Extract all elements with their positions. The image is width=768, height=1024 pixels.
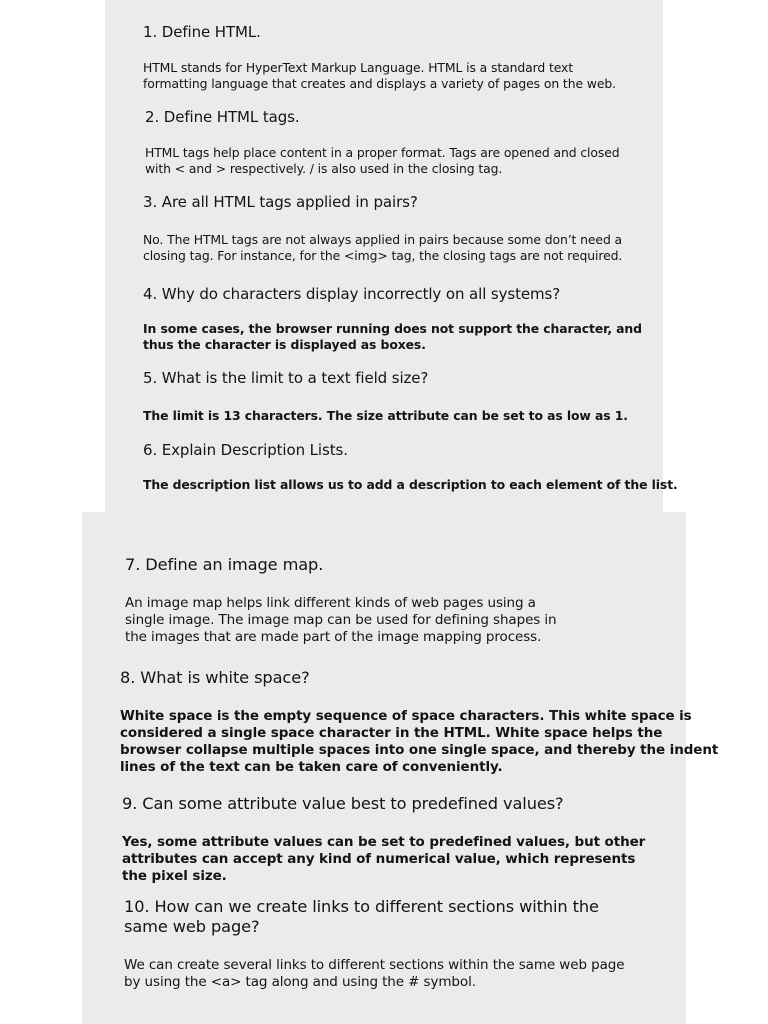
question-line: same web page? <box>124 917 260 936</box>
faq-question: 4. Why do characters display incorrectly on all systems? <box>143 285 561 303</box>
answer-line: HTML stands for HyperText Markup Language. HTML is a standard text <box>143 60 574 75</box>
answer-line: by using the <a> tag along and using the # symbol. <box>124 974 476 990</box>
answer-line: thus the character is displayed as boxes. <box>143 336 426 352</box>
faq-answer <box>120 708 718 776</box>
answer-line: with < and > respectively. / is also used in the closing tag. <box>145 160 503 176</box>
answer-line: lines of the text can be taken care of conveniently. <box>120 759 503 775</box>
answer-line: The limit is 13 characters. The size attribute can be set to as low as 1. <box>143 408 628 423</box>
answer-line: closing tag. For instance, for the <img> tag, the closing tags are not required. <box>143 247 623 263</box>
answer-line: Yes, some attribute values can be set to predefined values, but other <box>122 834 646 850</box>
answer-line: White space is the empty sequence of space characters. This white space is <box>120 708 692 724</box>
faq-answer <box>125 595 557 646</box>
faq-answer <box>124 957 624 991</box>
answer-line: formatting language that creates and displays a variety of pages on the web. <box>143 75 616 91</box>
faq-question <box>124 897 599 937</box>
faq-panel-bottom <box>82 512 719 1024</box>
faq-answer <box>122 834 645 885</box>
faq-question: 7. Define an image map. <box>125 555 324 574</box>
faq-answer <box>143 321 642 352</box>
answer-line: We can create several links to different sections within the same web page <box>124 957 625 973</box>
faq-question: 2. Define HTML tags. <box>145 108 300 126</box>
answer-line: the pixel size. <box>122 868 227 884</box>
faq-question: 3. Are all HTML tags applied in pairs? <box>143 193 418 211</box>
faq-panel-top <box>105 0 678 512</box>
faq-answer <box>145 145 620 176</box>
faq-answer <box>143 232 622 263</box>
faq-question: 8. What is white space? <box>120 668 310 687</box>
faq-answer <box>143 477 678 493</box>
answer-line: The description list allows us to add a description to each element of the list. <box>143 477 678 492</box>
faq-answer <box>143 408 628 424</box>
answer-line: considered a single space character in the HTML. White space helps the <box>120 725 663 741</box>
answer-line: single image. The image map can be used for defining shapes in <box>125 612 557 628</box>
faq-question: 5. What is the limit to a text field size? <box>143 369 429 387</box>
faq-question: 6. Explain Description Lists. <box>143 441 348 459</box>
answer-line: No. The HTML tags are not always applied in pairs because some don’t need a <box>143 232 623 247</box>
answer-line: HTML tags help place content in a proper format. Tags are opened and closed <box>145 145 620 160</box>
faq-question: 9. Can some attribute value best to predefined values? <box>122 794 564 813</box>
faq-answer <box>143 60 616 91</box>
answer-line: In some cases, the browser running does not support the character, and <box>143 321 642 336</box>
answer-line: attributes can accept any kind of numerical value, which represents <box>122 851 636 867</box>
question-line: 10. How can we create links to different sections within the <box>124 897 599 916</box>
answer-line: the images that are made part of the image mapping process. <box>125 629 542 645</box>
faq-question: 1. Define HTML. <box>143 23 261 41</box>
answer-line: browser collapse multiple spaces into one single space, and thereby the indent <box>120 742 719 758</box>
answer-line: An image map helps link different kinds of web pages using a <box>125 595 536 611</box>
